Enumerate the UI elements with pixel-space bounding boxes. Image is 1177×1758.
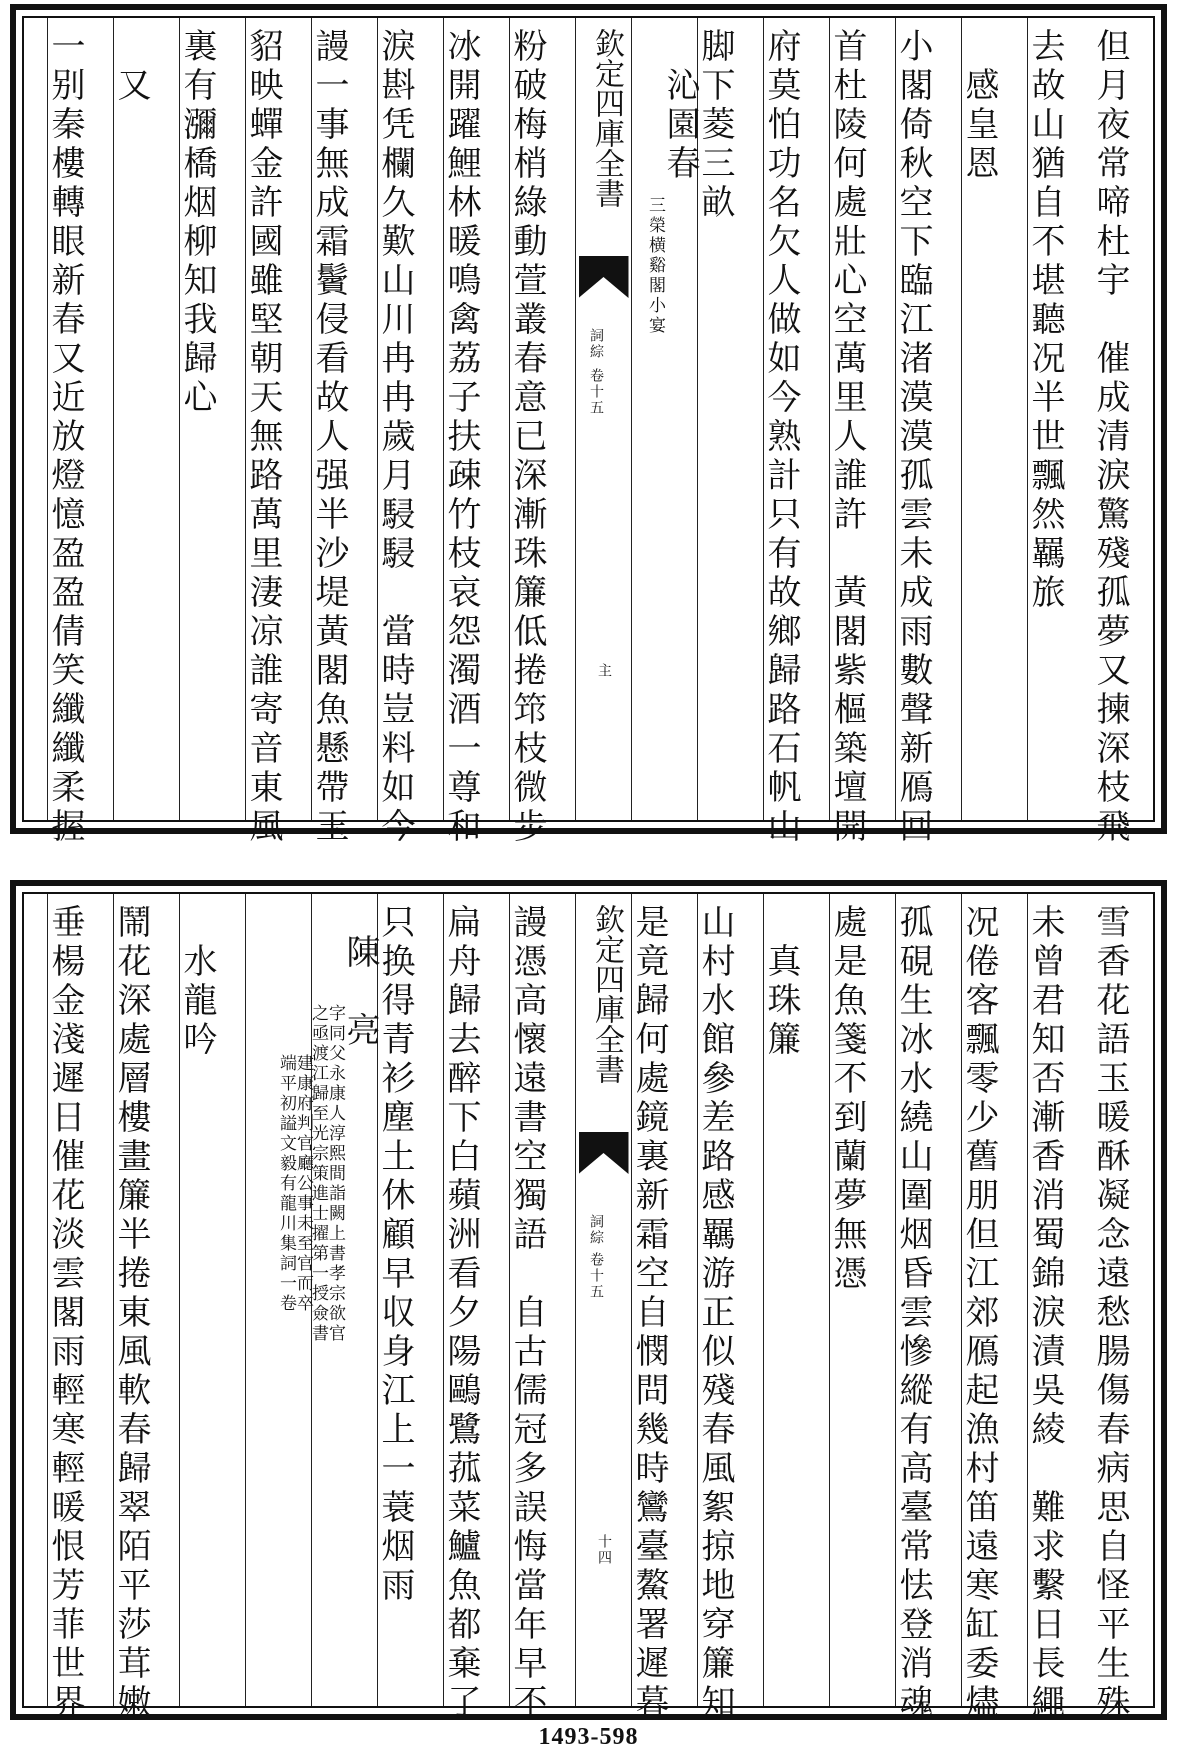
text-column	[113, 18, 179, 820]
bottom-page-frame	[22, 892, 1155, 1723]
text-column	[179, 894, 245, 1706]
text-column	[179, 18, 245, 820]
column-text: 去故山猶自不堪聽况半世飄然羈旅	[1025, 28, 1065, 613]
column-text: 水龍吟	[177, 904, 217, 1060]
column-text: 處是魚箋不到蘭夢無憑	[827, 904, 867, 1294]
text-column	[1090, 894, 1159, 1723]
page-number: 1493-598	[538, 1724, 639, 1750]
column-text: 垂楊金淺遲日催花淡雲閣雨輕寒輕暖恨芳菲世界	[45, 904, 85, 1723]
text-column	[761, 18, 829, 847]
bottom-page	[10, 880, 1167, 1723]
column-note: 三榮横谿閣小宴	[645, 196, 665, 336]
text-column	[243, 18, 311, 847]
folio-label: 主	[596, 663, 612, 679]
column-text: 扁舟歸去醉下白蘋洲看夕陽鷗鷺菰菜鱸魚都棄了	[441, 904, 481, 1723]
text-column	[893, 894, 961, 1723]
center-column	[575, 894, 631, 1706]
text-column	[631, 18, 700, 820]
column-text: 是竟歸何處鏡裏新霜空自憫問幾時鸞臺鰲署遲暮	[629, 904, 669, 1723]
text-column	[827, 18, 895, 847]
text-column	[1090, 18, 1159, 847]
text-column	[245, 894, 311, 1706]
text-column	[111, 894, 179, 1723]
column-text: 脚下菱三畝	[695, 28, 735, 223]
center-title: 欽定四庫全書	[589, 28, 624, 208]
column-text: 謾憑高懷遠書空獨語 自古儒冠多誤悔當年早不	[507, 904, 547, 1723]
author-note: 之亟渡江歸至光宗策進士擢第一授僉書	[308, 1004, 328, 1344]
top-page-frame	[22, 16, 1155, 847]
column-text: 冰開躍鯉林暖鳴禽荔子扶疎竹枝哀怨濁酒一尊和	[441, 28, 481, 847]
fishtail-mark	[579, 256, 629, 298]
text-column	[829, 894, 895, 1706]
text-column	[893, 18, 961, 847]
column-text: 山村水館參差路感羈游正似殘春風絮掠地穿簾知	[695, 904, 735, 1723]
author-note: 建康府判官廳公事未至官而卒	[293, 1054, 313, 1314]
juan-label: 卷十五	[588, 1252, 604, 1300]
text-column	[697, 18, 763, 820]
column-text: 裏有瀰橋烟柳知我歸心	[177, 28, 217, 418]
column-text: 淚斟凭欄久歎山川冉冉歲月駸駸 當時豈料如今	[375, 28, 415, 847]
column-text: 貂映蟬金許國雖堅朝天無路萬里淒凉誰寄音東風	[243, 28, 283, 847]
column-text: 沁園春	[660, 28, 700, 184]
fishtail-mark	[579, 1132, 629, 1174]
column-text: 小閣倚秋空下臨江渚漠漠孤雲未成雨數聲新鴈回	[893, 28, 933, 847]
column-text: 感皇恩	[959, 28, 999, 184]
author-note: 字同父永康人淳熙間詣闕上書孝宗欲官	[325, 1004, 345, 1344]
column-text: 鬧花深處層樓畫簾半捲東風軟春歸翠陌平莎茸嫩	[111, 904, 151, 1723]
text-column	[308, 894, 380, 1706]
folio-label: 十四	[596, 1534, 612, 1566]
text-column	[507, 894, 575, 1723]
author-name: 陳 亮	[340, 934, 380, 1051]
text-column	[375, 18, 443, 847]
column-text: 首杜陵何處壯心空萬里人誰許 黃閣紫樞築壇開	[827, 28, 867, 847]
juan-label: 卷十五	[588, 368, 604, 416]
text-column	[377, 894, 443, 1706]
column-text: 雪香花語玉暖酥凝念遠愁腸傷春病思自怪平生殊	[1090, 904, 1130, 1723]
text-column	[961, 18, 1027, 820]
center-title: 欽定四庫全書	[589, 904, 624, 1084]
column-text: 又	[111, 28, 151, 106]
text-column	[507, 18, 575, 847]
text-column	[1025, 894, 1093, 1723]
column-text: 孤硯生冰水繞山圍烟昏雲慘縱有高臺常怯登消魂	[893, 904, 933, 1723]
column-text: 真珠簾	[761, 904, 801, 1060]
column-text: 但月夜常啼杜宇 催成清淚驚殘孤夢又揀深枝飛	[1090, 28, 1130, 847]
text-column	[629, 894, 697, 1723]
column-text: 只换得青衫塵土休顧早収身江上一蓑烟雨	[375, 904, 415, 1606]
text-column	[959, 894, 1027, 1723]
text-column	[309, 18, 377, 847]
volume-label: 詞綜	[588, 328, 604, 360]
column-text: 未曾君知否漸香消蜀錦淚漬吳綾 難求繫日長繩	[1025, 904, 1065, 1723]
top-page	[10, 4, 1167, 847]
column-text: 謾一事無成霜鬢侵看故人强半沙堤黃閣魚懸帶玉	[309, 28, 349, 847]
text-column	[45, 18, 113, 847]
text-column	[45, 894, 113, 1723]
text-column	[441, 894, 509, 1723]
volume-label: 詞綜	[588, 1214, 604, 1246]
text-column	[763, 894, 829, 1706]
text-column	[695, 894, 763, 1723]
column-text: 况倦客飄零少舊朋但江郊鴈起漁村笛遠寒缸委燼	[959, 904, 999, 1723]
text-column	[441, 18, 509, 847]
center-column	[575, 18, 631, 820]
column-text: 一别秦樓轉眼新春又近放燈憶盈盈倩笑纖纖柔握	[45, 28, 85, 847]
column-text: 粉破梅梢綠動萱叢春意已深漸珠簾低捲筇枝微步	[507, 28, 547, 847]
text-column	[1027, 18, 1093, 820]
column-text: 府莫怕功名欠人做如今熟計只有故鄉歸路石帆山	[761, 28, 801, 847]
author-note: 端平初謚文毅有龍川集詞一卷	[276, 1054, 296, 1314]
